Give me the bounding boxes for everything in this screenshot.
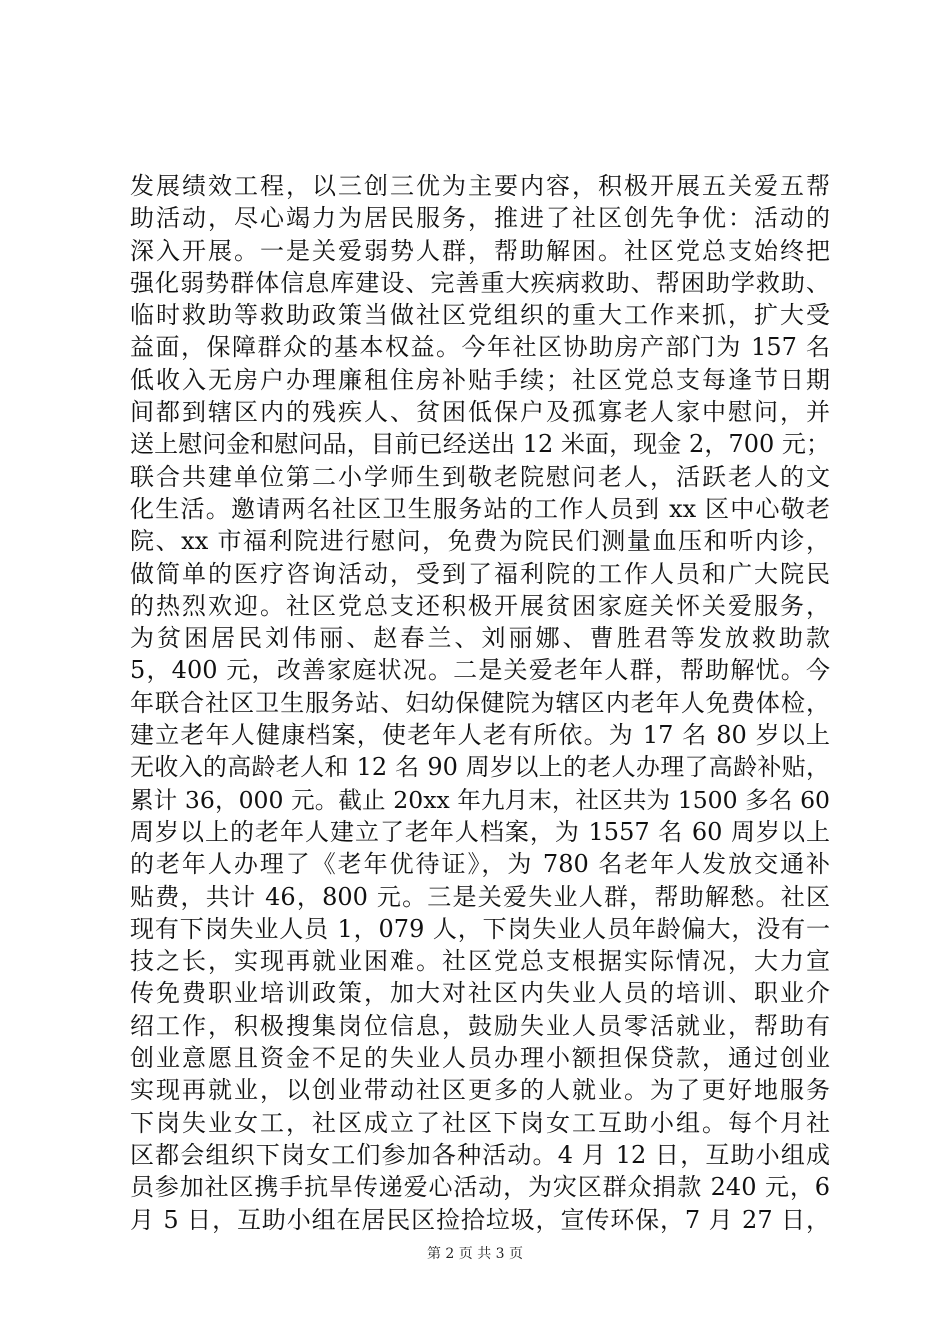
text-line: 发展绩效工程，以三创三优为主要内容，积极开展五关爱五帮: [130, 172, 830, 200]
text-line: 实现再就业，以创业带动社区更多的人就业。为了更好地服务: [130, 1076, 830, 1105]
text-line: 累计 36，000 元。截止 20xx 年九月末，社区共为 1500 多名 60: [130, 785, 830, 814]
text-line: 员参加社区携手抗旱传递爱心活动，为灾区群众捐款 240 元，6: [130, 1173, 830, 1202]
text-line: 技之长，实现再就业困难。社区党总支根据实际情况，大力宣: [130, 947, 830, 976]
text-line: 创业意愿且资金不足的失业人员办理小额担保贷款，通过创业: [130, 1044, 830, 1073]
text-line: 做简单的医疗咨询活动，受到了福利院的工作人员和广大院民: [130, 559, 830, 588]
text-line: 联合共建单位第二小学师生到敬老院慰问老人，活跃老人的文: [130, 462, 830, 491]
text-line: 5，400 元，改善家庭状况。二是关爱老年人群，帮助解忧。今: [130, 656, 830, 685]
text-line: 化生活。邀请两名社区卫生服务站的工作人员到 xx 区中心敬老: [130, 494, 830, 523]
text-line: 传免费职业培训政策，加大对社区内失业人员的培训、职业介: [130, 979, 830, 1008]
text-line: 为贫困居民刘伟丽、赵春兰、刘丽娜、曹胜君等发放救助款: [130, 624, 830, 653]
text-line: 的老年人办理了《老年优待证》，为 780 名老年人发放交通补: [130, 850, 830, 879]
text-line: 区都会组织下岗女工们参加各种活动。4 月 12 日，互助小组成: [130, 1140, 830, 1169]
text-line: 院、xx 市福利院进行慰问，免费为院民们测量血压和听内诊，: [130, 527, 830, 556]
text-line: 建立老年人健康档案，使老年人老有所依。为 17 名 80 岁以上: [130, 721, 830, 750]
body-paragraph: [130, 170, 830, 1236]
text-line: 助活动，尽心竭力为居民服务，推进了社区创先争优：活动的: [130, 204, 830, 233]
text-line: 益面，保障群众的基本权益。今年社区协助房产部门为 157 名: [130, 333, 830, 362]
text-line: 强化弱势群体信息库建设、完善重大疾病救助、帮困助学救助、: [130, 268, 830, 297]
text-line: 月 5 日，互助小组在居民区捡拾垃圾，宣传环保，7 月 27 日，: [130, 1205, 830, 1234]
text-line: 现有下岗失业人员 1，079 人，下岗失业人员年龄偏大，没有一: [130, 914, 830, 943]
text-line: 周岁以上的老年人建立了老年人档案，为 1557 名 60 周岁以上: [130, 817, 830, 846]
text-line: 的热烈欢迎。社区党总支还积极开展贫困家庭关怀关爱服务，: [130, 591, 830, 620]
text-line: 贴费，共计 46，800 元。三是关爱失业人群，帮助解愁。社区: [130, 882, 830, 911]
text-line: 无收入的高龄老人和 12 名 90 周岁以上的老人办理了高龄补贴，: [130, 753, 830, 782]
text-line: 绍工作，积极搜集岗位信息，鼓励失业人员零活就业，帮助有: [130, 1011, 830, 1040]
text-line: 送上慰问金和慰问品，目前已经送出 12 米面，现金 2，700 元；: [130, 430, 830, 459]
text-line: 临时救助等救助政策当做社区党组织的重大工作来抓，扩大受: [130, 301, 830, 330]
page-footer: 第 2 页 共 3 页: [426, 1246, 524, 1262]
text-line: 下岗失业女工，社区成立了社区下岗女工互助小组。每个月社: [130, 1108, 830, 1137]
text-line: 低收入无房户办理廉租住房补贴手续；社区党总支每逢节日期: [130, 365, 830, 394]
text-line: 间都到辖区内的残疾人、贫困低保户及孤寡老人家中慰问，并: [130, 398, 830, 427]
text-line: 深入开展。一是关爱弱势人群，帮助解困。社区党总支始终把: [130, 236, 830, 265]
text-line: 年联合社区卫生服务站、妇幼保健院为辖区内老年人免费体检，: [130, 688, 830, 717]
